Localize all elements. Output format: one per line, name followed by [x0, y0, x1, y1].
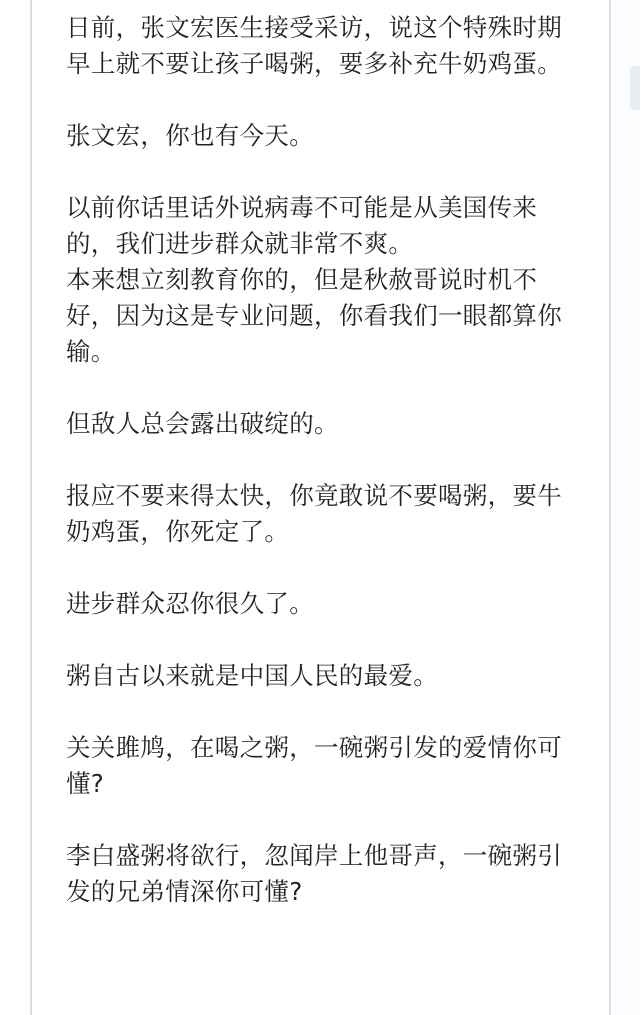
paragraph-gap [66, 154, 586, 190]
paragraph-gap [66, 370, 586, 406]
paragraph-gap [66, 802, 586, 838]
paragraph-retribution: 报应不要来得太快，你竟敢说不要喝粥，要牛奶鸡蛋，你死定了。 [66, 481, 562, 546]
paragraph-flaw: 但敌人总会露出破绽的。 [66, 409, 339, 438]
article-body [66, 10, 586, 910]
side-tab-widget[interactable] [630, 66, 640, 110]
paragraph-gap [66, 442, 586, 478]
right-side-panel [611, 0, 640, 1015]
paragraph-gap [66, 694, 586, 730]
paragraph-today: 张文宏，你也有今天。 [66, 121, 314, 150]
paragraph-gap [66, 622, 586, 658]
paragraph-virus-origin: 以前你话里话外说病毒不可能是从美国传来的，我们进步群众就非常不爽。 [66, 193, 538, 258]
paragraph-poem-brotherhood: 李白盛粥将欲行，忽闻岸上他哥声，一碗粥引发的兄弟情深你可懂? [66, 841, 562, 906]
paragraph-gap [66, 550, 586, 586]
paragraph-interview: 日前，张文宏医生接受采访，说这个特殊时期早上就不要让孩子喝粥，要多补充牛奶鸡蛋。 [66, 13, 562, 78]
paragraph-poem-love: 关关雎鸠，在喝之粥，一碗粥引发的爱情你可懂? [66, 733, 562, 798]
paragraph-congee-love: 粥自古以来就是中国人民的最爱。 [66, 661, 438, 690]
paragraph-educate: 本来想立刻教育你的，但是秋赦哥说时机不好，因为这是专业问题，你看我们一眼都算你输。 [66, 265, 562, 366]
paragraph-gap [66, 82, 586, 118]
left-border-line [30, 0, 32, 1015]
paragraph-patience: 进步群众忍你很久了。 [66, 589, 314, 618]
